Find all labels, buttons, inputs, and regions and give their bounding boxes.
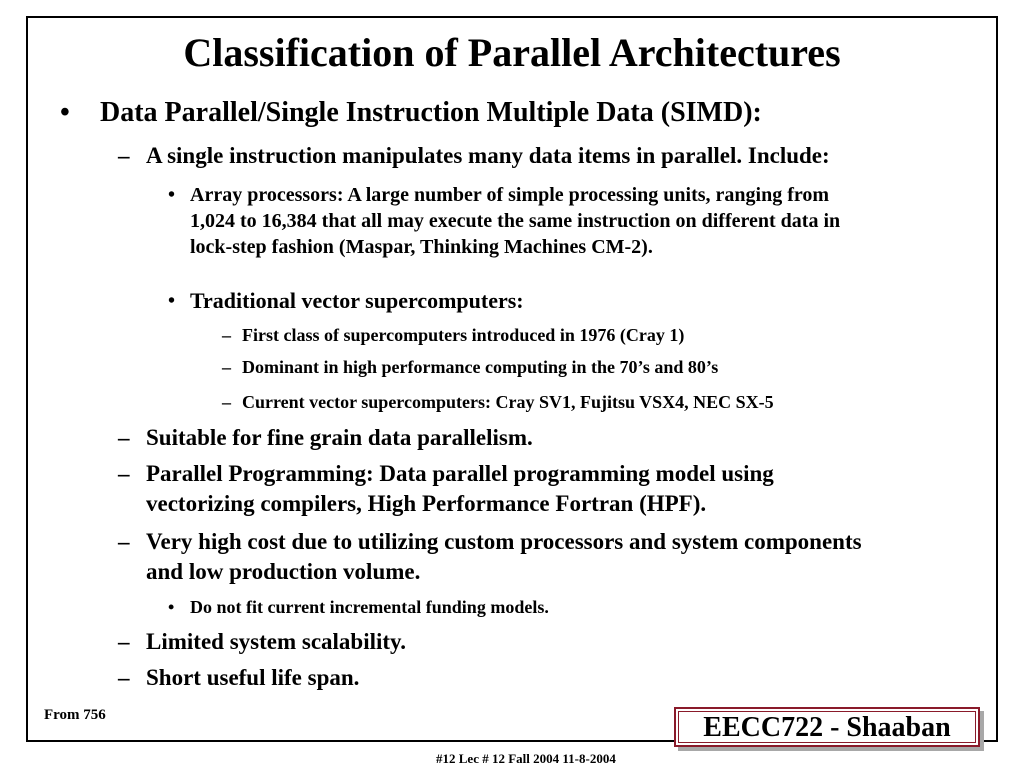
course-label: EECC722 - Shaaban [674, 707, 980, 747]
bullet-scalability: Limited system scalability. [146, 629, 407, 654]
bullet-simd: Data Parallel/Single Instruction Multiple Data (SIMD): [100, 97, 762, 128]
bullet-single-instruction: A single instruction manipulates many data items in parallel. Include: [146, 143, 830, 168]
bullet-array-processors-line-2: 1,024 to 16,384 that all may execute the same instruction on different data in [190, 210, 841, 232]
bullet-dominant: Dominant in high performance computing in the 70’s and 80’s [242, 357, 719, 377]
bullet-marker: • [168, 184, 176, 206]
dash-marker: – [118, 629, 130, 654]
bullet-marker: • [168, 597, 175, 617]
bullet-parallel-programming-line-1: Parallel Programming: Data parallel programming model using [146, 461, 774, 486]
dash-marker: – [222, 357, 231, 377]
bullet-array-processors-line-3: lock-step fashion (Maspar, Thinking Machines CM-2). [190, 236, 653, 258]
bullet-marker: • [168, 290, 176, 312]
from-note: From 756 [44, 707, 106, 723]
bullet-current-vector: Current vector supercomputers: Cray SV1, Fujitsu VSX4, NEC SX-5 [242, 392, 774, 412]
bullet-parallel-programming-line-2: vectorizing compilers, High Performance Fortran (HPF). [146, 491, 707, 516]
bullet-vector-supercomputers: Traditional vector supercomputers: [190, 288, 524, 313]
dash-marker: – [118, 425, 130, 450]
bullet-fine-grain: Suitable for fine grain data parallelism. [146, 425, 533, 450]
dash-marker: – [118, 665, 130, 690]
bullet-high-cost-line-2: and low production volume. [146, 559, 421, 584]
dash-marker: – [118, 143, 130, 168]
bullet-array-processors-line-1: Array processors: A large number of simple processing units, ranging from [190, 184, 830, 206]
dash-marker: – [118, 461, 130, 486]
slide-info: #12 Lec # 12 Fall 2004 11-8-2004 [436, 751, 616, 766]
slide-title: Classification of Parallel Architectures [183, 30, 841, 75]
dash-marker: – [118, 529, 130, 554]
bullet-funding-models: Do not fit current incremental funding models. [190, 597, 549, 617]
dash-marker: – [222, 392, 231, 412]
bullet-high-cost-line-1: Very high cost due to utilizing custom processors and system components [146, 529, 862, 554]
bullet-marker: • [60, 97, 70, 128]
bullet-life-span: Short useful life span. [146, 665, 360, 690]
dash-marker: – [222, 325, 231, 345]
bullet-first-class: First class of supercomputers introduced in 1976 (Cray 1) [242, 325, 685, 345]
